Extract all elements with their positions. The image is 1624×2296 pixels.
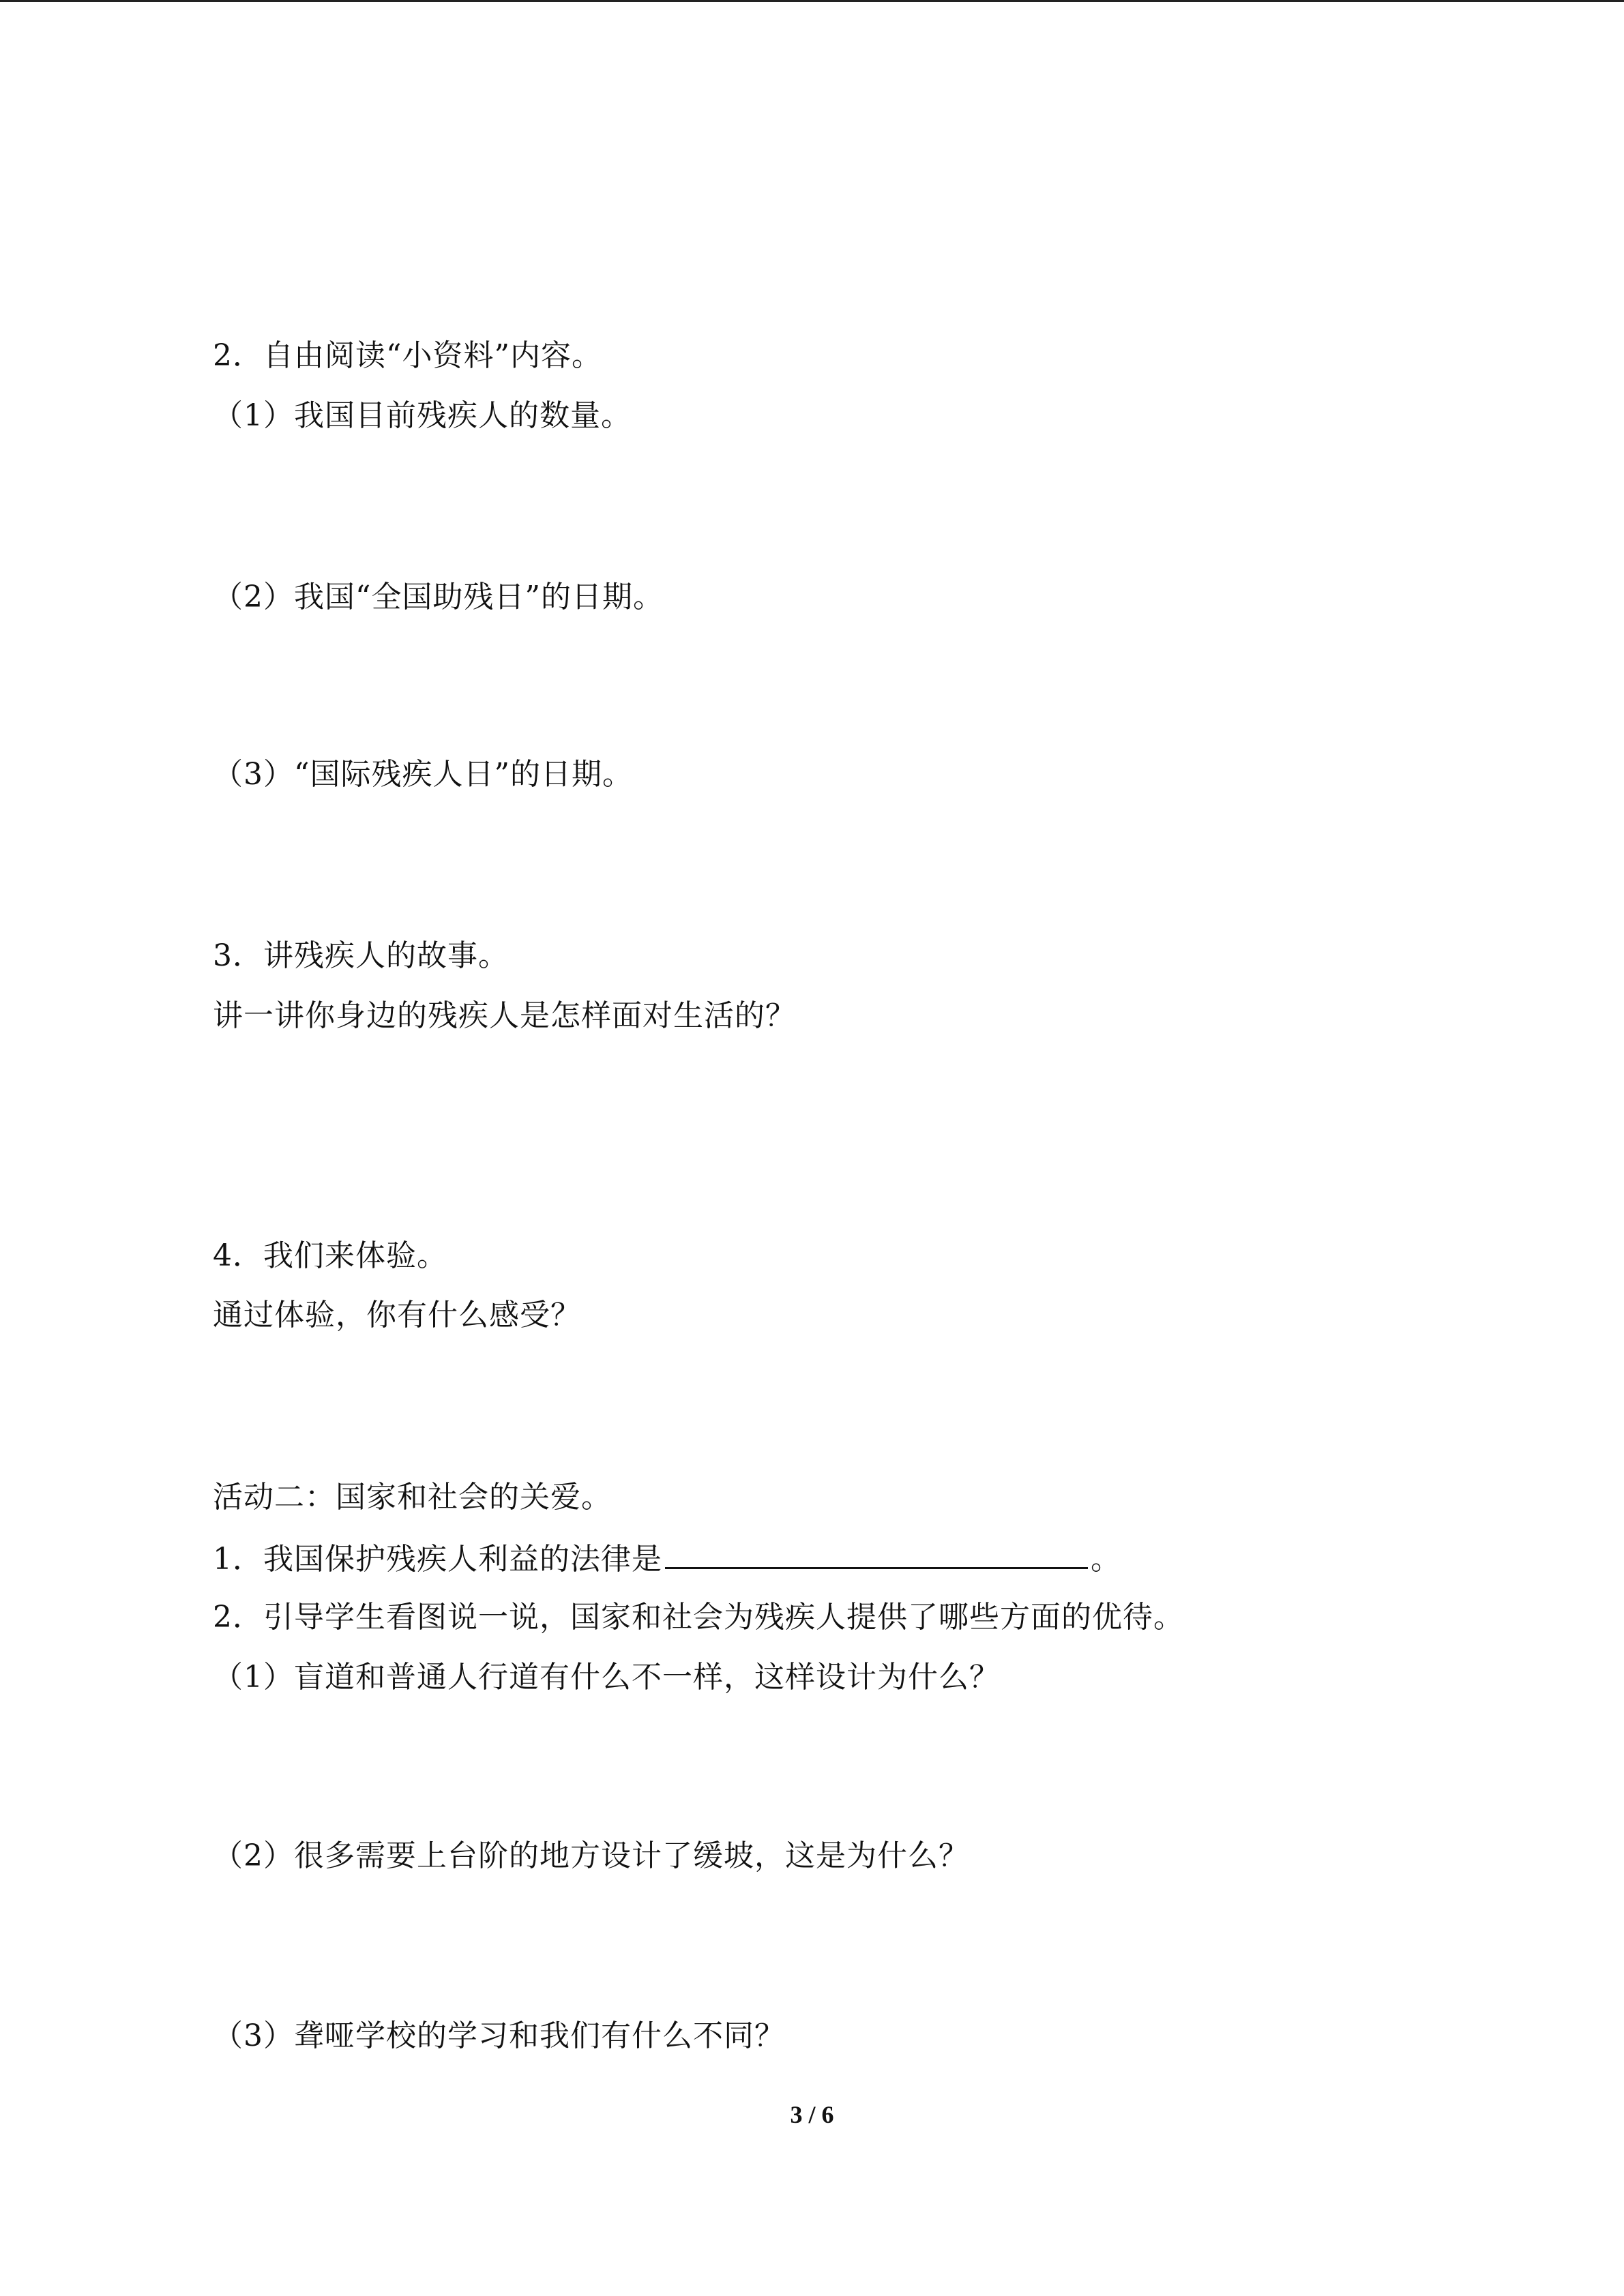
page-top-border — [0, 0, 1624, 2]
item3-title: 3．讲残疾人的故事。 — [213, 938, 509, 973]
item4-title: 4．我们来体验。 — [213, 1238, 447, 1273]
law-question — [213, 1537, 1121, 1580]
section2-question-1: （1）盲道和普通人行道有什么不一样，这样设计为什么？ — [213, 1660, 1000, 1695]
item3-prompt: 讲一讲你身边的残疾人是怎样面对生活的？ — [213, 998, 796, 1033]
law-question-suffix: 。 — [1091, 1542, 1121, 1577]
section2-item2-title: 2．引导学生看图说一说，国家和社会为残疾人提供了哪些方面的优待。 — [213, 1600, 1184, 1635]
section2-heading: 活动二：国家和社会的关爱。 — [213, 1480, 612, 1515]
law-answer-blank[interactable] — [665, 1537, 1088, 1569]
item4-prompt: 通过体验，你有什么感受？ — [213, 1298, 581, 1332]
item2-question-1: （1）我国目前残疾人的数量。 — [213, 398, 632, 433]
page-number: 3 / 6 — [790, 2101, 834, 2128]
law-question-prefix: 1．我国保护残疾人利益的法律是 — [213, 1542, 662, 1577]
section2-question-2: （2）很多需要上台阶的地方设计了缓坡，这是为什么？ — [213, 1838, 969, 1873]
section2-question-3: （3）聋哑学校的学习和我们有什么不同？ — [213, 2018, 785, 2053]
item2-question-3: （3）“国际残疾人日”的日期。 — [213, 757, 633, 792]
item2-question-2: （2）我国“全国助残日”的日期。 — [213, 580, 664, 614]
item2-title: 2．自由阅读“小资料”内容。 — [213, 338, 602, 373]
